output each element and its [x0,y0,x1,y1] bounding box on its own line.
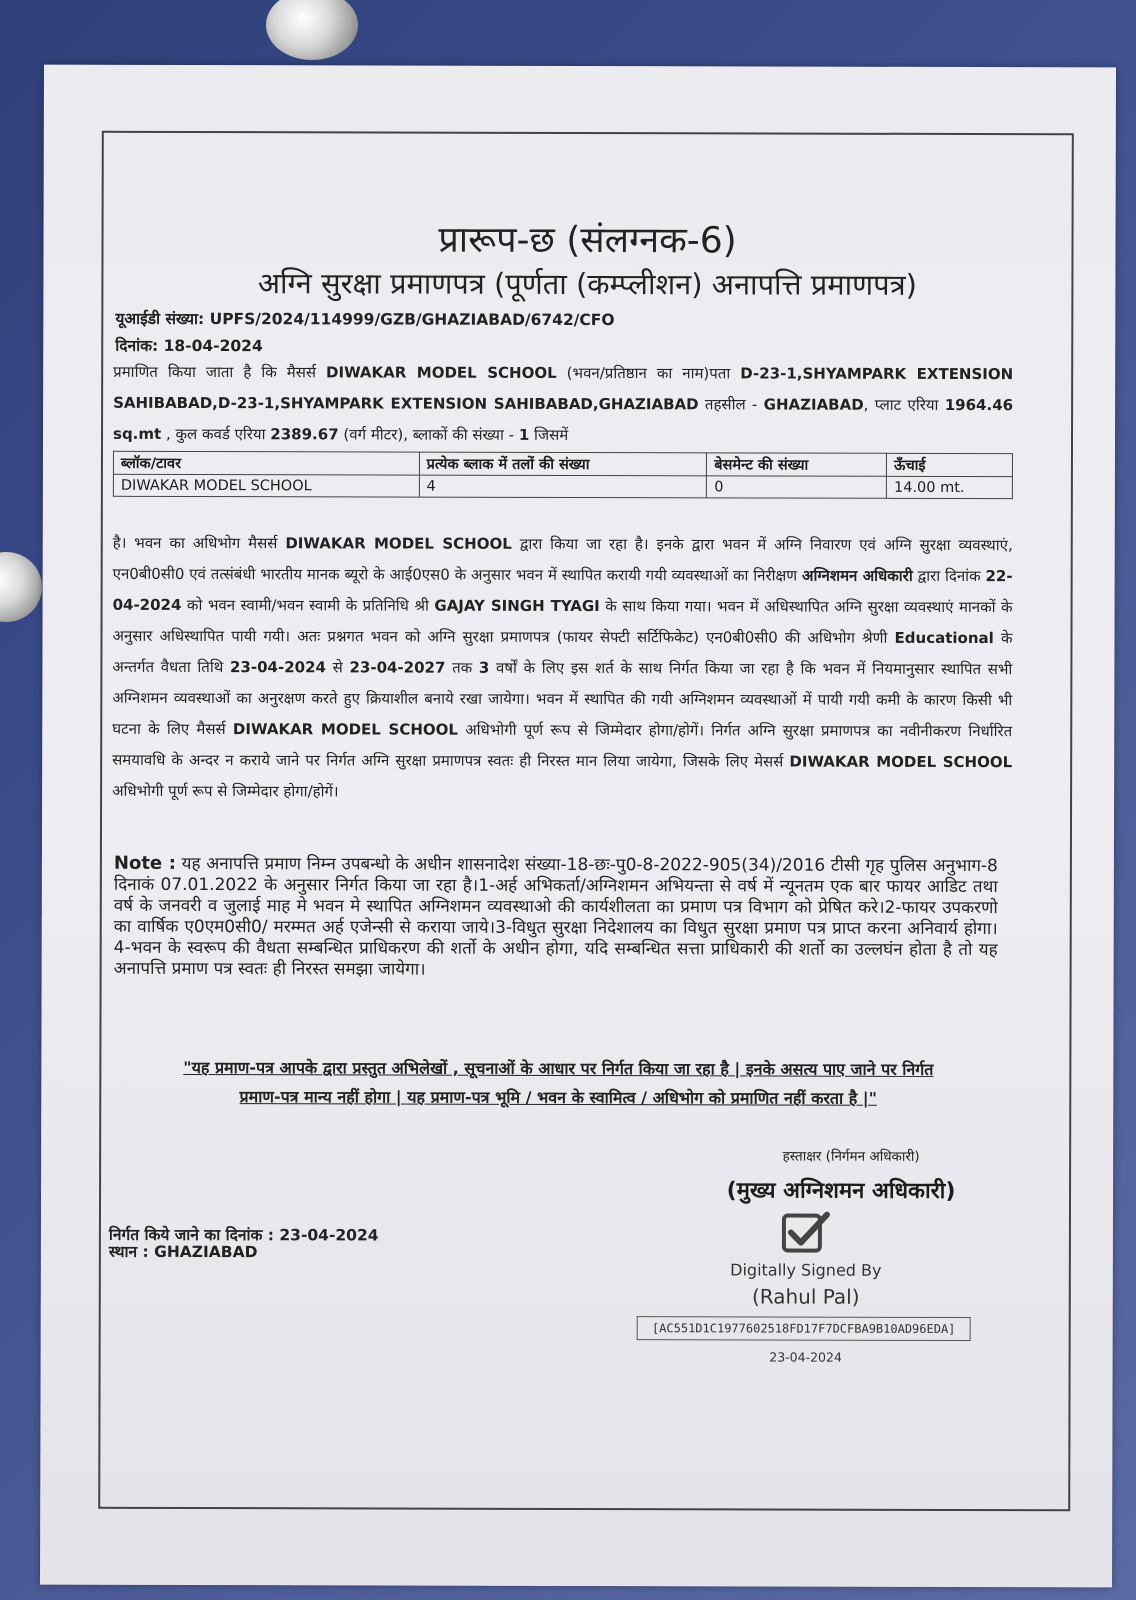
intro-paragraph: प्रमाणित किया जाता है कि मैसर्स DIWAKAR MODEL SCHOOL (भवन/प्रतिष्ठान का नाम)पता D-23-1,SHYAMPARK EXTENSION SAHIBABAD,D-23-1,SHYAMPARK EXTENSION SAHIBABAD,GHAZIABAD तहसील - GHAZIABAD, प्लाट एरिया 1964.46 sq.mt , कुल कवर्ड एरिया 2389.67 (वर्ग मीटर), ब्लाकों की संख्या - 1 जिसमें [113,362,1014,444]
firm-name: DIWAKAR MODEL SCHOOL [326,363,557,382]
issue-place: स्थान : GHAZIABAD [108,1242,258,1262]
issue-date: निर्गत किये जाने का दिनांक : 23-04-2024 [108,1225,379,1245]
block-table [113,451,1013,499]
issue-info [109,1227,379,1262]
address: D-23-1,SHYAMPARK EXTENSION SAHIBABAD,D-23-1,SHYAMPARK EXTENSION SAHIBABAD,GHAZIABAD [113,364,1014,414]
note-section [114,853,998,982]
block-count: 1 [518,425,530,444]
body-paragraph: है। भवन का अधिभोग मैसर्स DIWAKAR MODEL SCHOOL द्वारा किया जा रहा है। इनके द्वारा भवन में अग्नि निवारण एवं अग्नि सुरक्षा व्यवस्थाएं, एन0बी0सी0 एवं तत्संबंधी भारतीय मानक ब्यूरो के आई0एस0 के अनुसार भवन में स्थापित करायी गयी व्यवस्थाओं का निरीक्षण अग्निशमन अधिकारी द्वारा दिनांक 22-04-2024 को भवन स्वामी/भवन स्वामी के प्रतिनिधि श्री GAJAY SINGH TYAGI के साथ किया गया। भवन में अधिस्थापित अग्नि सुरक्षा व्यवस्थाएं मानकों के अनुसार अधिस्थापित पायी गयी। अतः प्रश्नगत भवन को अग्नि सुरक्षा प्रमाणपत्र (फायर सेफ्टी सर्टिफिकेट) एन0बी0सी0 की अधिभोग श्रेणी Educational के अन्तर्गत वैधता तिथि 23-04-2024 से 23-04-2027 तक 3 वर्षों के लिए इस शर्त के साथ निर्गत किया जा रहा है कि भवन में नियमानुसार स्थापित सभी अग्निशमन व्यवस्थाओं का अनुरक्षण करते हुए क्रियाशील बनाये रखा जायेगा। भवन में स्थापित की गयी अग्निशमन व्यवस्थाओं में पायी गयी कमी के कारण किसी भी घटना के लिए मैसर्स DIWAKAR MODEL SCHOOL अधिभोगी पूर्ण रूप से जिम्मेदार होगा/होगें। निर्गत अग्नि सुरक्षा प्रमाणपत्र का नवीनीकरण निर्धारित समयावधि के अन्दर न कराये जाने पर निर्गत अग्नि सुरक्षा प्रमाणपत्र स्वतः ही निरस्त मान लिया जायेगा, जिसके लिए मेसर्स DIWAKAR MODEL SCHOOL अधिभोगी पूर्ण रूप से जिम्मेदार होगा/होगें। [112,533,1013,801]
plot-area: 1964.46 sq.mt [113,395,1014,443]
uid-number: यूआईडी संख्या: UPFS/2024/114999/GZB/GHAZIABAD/6742/CFO [115,309,615,330]
table-header-cell: ब्लॉक/टावर [113,451,419,475]
note-label: Note : [113,852,176,874]
note-text: यह अनापत्ति प्रमाण निम्न उपबन्धो के अधीन शासनादेश संख्या-18-छः-पु0-8-2022-905(34)/2016 टीसी गृह पुलिस अनुभाग-8 दिनाकं 07.01.2022 के अनुसार निर्गत किया जा रहा है।1-अर्ह अभिकर्ता/अग्निशमन अभियन्ता से वर्ष में न्यूनतम एक बार फायर आडिट तथा वर्ष के जनवरी व जुलाई माह मे भवन मे स्थापित अग्निशमन व्यवस्थाओ की कार्यशीलता का प्रमाण पत्र विभाग को प्रेषित करे।2-फायर उपकरणो का वार्षिक ए0एम0सी0/ मरम्मत अर्ह एजेन्सी से कराया जाये।3-विधुत सुरक्षा निदेशालय का विधुत सुरक्षा प्रमाण पत्र प्राप्त करना अनिवार्य होगा।4-भवन के स्वरूप की वैधता सम्बन्धित प्राधिकरण की शर्तो के अधीन होगा, यदि सम्बन्धित सत्ता प्राधिकारी की शर्तो का उल्लघंन होता है तो यह अनापत्ति प्रमाण पत्र स्वतः ही निरस्त समझा जायेगा। [113,853,998,980]
declaration: "यह प्रमाण-पत्र आपके द्वारा प्रस्तुत अभिलेखों , सूचनाओं के आधार पर निर्गत किया जा रहा है | इनके असत्य पाए जाने पर निर्गत प्रमाण-पत्र मान्य नहीं होगा | यह प्रमाण-पत्र भूमि / भवन के स्वामित्व / अधिभोग को प्रमाणित नहीं करता है |" [183,1057,934,1108]
pushpin-top [266,0,358,60]
table-header-cell: बेसमेन्ट की संख्या [707,453,887,476]
table-cell: 0 [707,476,887,498]
table-header-cell: ऊँचाई [887,453,1013,476]
signature-title: हस्ताक्षर (निर्गमन अधिकारी) [782,1148,920,1165]
table-row [113,474,1012,498]
signatory-role: (मुख्य अग्निशमन अधिकारी) [726,1178,956,1204]
certificate-title: अग्नि सुरक्षा प्रमाणपत्र (पूर्णता (कम्प्लीशन) अनापत्ति प्रमाणपत्र) [257,266,917,302]
covered-area: 2389.67 [270,425,339,444]
signer-name: (Rahul Pal) [751,1284,860,1309]
tehsil: GHAZIABAD [763,395,864,414]
table-cell: DIWAKAR MODEL SCHOOL [113,474,419,497]
pushpin-left [0,552,42,622]
signature-date: 23-04-2024 [769,1349,842,1365]
signature-hash: [AC551D1C1977602518FD17F7DCFBA9B10AD96EDA] [637,1316,971,1341]
certificate-date: दिनांक: 18-04-2024 [115,336,263,356]
table-cell: 4 [419,475,707,498]
table-cell: 14.00 mt. [886,476,1012,498]
table-header-row [113,451,1012,476]
form-title: प्रारूप-छ (संलग्नक-6) [438,219,737,262]
digital-sign-label: Digitally Signed By [730,1260,882,1280]
certificate-border [98,131,1074,1512]
table-header-cell: प्रत्येक ब्लाक में तलों की संख्या [419,452,707,476]
certificate-paper [40,65,1116,1588]
checkmark-icon [781,1211,831,1255]
